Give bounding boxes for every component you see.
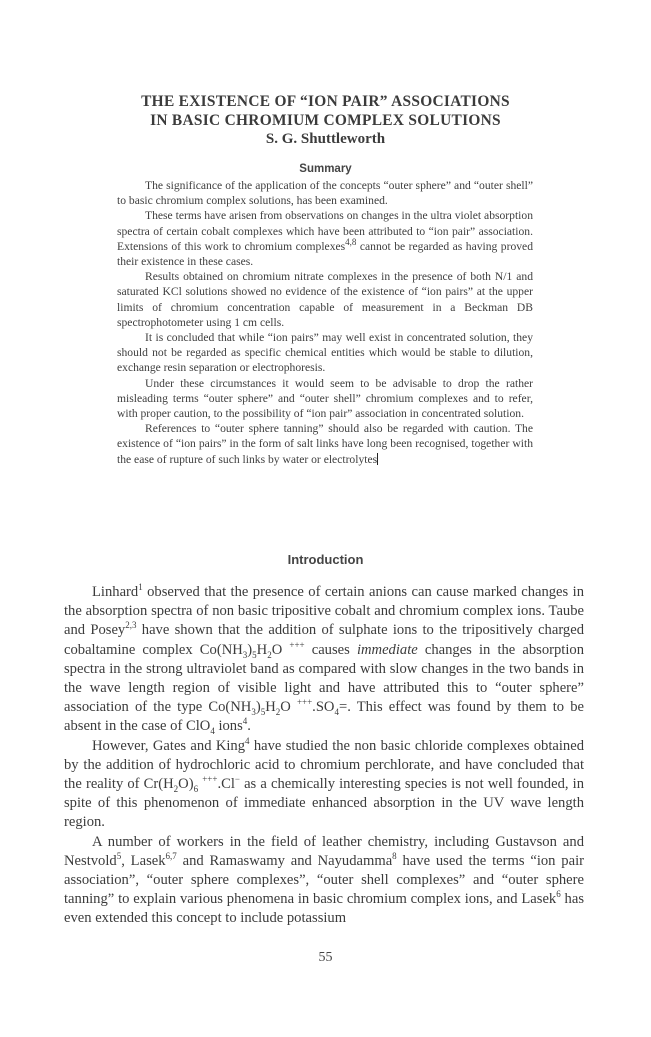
charge-superscript: +++ — [296, 697, 313, 708]
charge-superscript: +++ — [289, 639, 305, 650]
subscript: 2 — [267, 649, 272, 660]
summary-section — [117, 178, 533, 467]
citation-superscript: 5 — [116, 850, 122, 861]
citation-superscript: 4,8 — [345, 236, 357, 247]
body-text: have used the terms “ion pair association”, “outer sphere complexes”, “outer shell complexes” and “outer sphere tanning” to explain various phenomena in basic chromium complex ions, and Lasek — [64, 852, 584, 908]
body-text: .Cl — [217, 776, 235, 793]
summary-paragraph — [117, 269, 533, 330]
summary-text: It is concluded that while “ion pairs” may well exist in concentrated solution, they should not be regarded as specific chemical entities which would be stable to dilution, exchange resin separation or electrophoresis. — [117, 331, 533, 375]
summary-paragraph — [117, 330, 533, 376]
summary-text: Results obtained on chromium nitrate complexes in the presence of both N/1 and saturated KCl solutions showed no evidence of the existence of “ion pairs” at the upper limits of chromium concentration capable of measurement in a Beckman DB spectrophotometer using 1 cm cells. — [117, 270, 533, 329]
citation-superscript: 4 — [242, 716, 248, 727]
text-cursor — [377, 453, 378, 465]
body-text: have shown that the addition of sulphate ions to the tripositively charged cobaltamine complex Co(NH — [64, 622, 584, 658]
summary-paragraph — [117, 178, 533, 208]
body-text: ) — [247, 641, 253, 658]
body-text: However, Gates and King — [92, 737, 246, 754]
summary-text: Under these circumstances it would seem to be advisable to drop the rather misleading terms “outer sphere” and “outer shell” chromium complexes and to refer, with proper caution, to the possibility of “ion pair” association in concentrated solution. — [117, 376, 533, 421]
subscript: 5 — [252, 649, 257, 660]
body-text: H — [265, 699, 276, 716]
body-paragraph — [64, 583, 584, 737]
subscript: 3 — [242, 649, 248, 660]
summary-text: The significance of the application of the concepts “outer sphere” and “outer shell” to basic chromium complex solutions, has been examined. — [117, 179, 533, 208]
subscript: 4 — [334, 707, 339, 718]
subscript: 6 — [193, 783, 199, 794]
body-text: .SO — [312, 699, 335, 716]
summary-text: These terms have arisen from observations on changes in the ultra violet absorption spectra of certain cobalt complexes which have been attributed to “ion pair” association. Extensions of this work to chromium complexes — [117, 209, 533, 253]
body-paragraph — [64, 737, 584, 833]
summary-paragraph — [117, 376, 533, 422]
summary-text: cannot be regarded as having proved their existence in these cases. — [117, 239, 533, 269]
body-text: ions — [214, 718, 243, 735]
body-text: ) — [255, 699, 261, 716]
body-text: . — [247, 718, 251, 735]
body-text: as a chemically interesting species is not well founded, in spite of this phenomenon of immediate enhanced absorption in the UV wave length region. — [64, 776, 584, 831]
body-text: =. This effect was found by them to be absent in the case of ClO — [64, 699, 584, 735]
page-number: 55 — [318, 950, 333, 965]
body-text: O — [280, 699, 297, 716]
citation-superscript: 4 — [245, 735, 250, 746]
citation-superscript: 2,3 — [125, 620, 137, 631]
introduction-heading: Introduction — [287, 552, 364, 567]
body-text: observed that the presence of certain anions can cause marked changes in the absorption spectra of non basic tripositive cobalt and chromium complex ions. Taube and Posey — [64, 584, 584, 639]
citation-superscript: 1 — [138, 582, 143, 593]
charge-superscript: +++ — [202, 774, 218, 785]
body-text: A number of workers in the field of leather chemistry, including Gustavson and Nestvold — [64, 833, 584, 869]
summary-heading: Summary — [299, 163, 352, 175]
introduction-section — [64, 583, 584, 929]
subscript: 3 — [251, 707, 256, 718]
body-text: Linhard — [92, 584, 139, 600]
body-text: , Lasek — [121, 852, 166, 869]
body-text: has even extended this concept to include potassium — [64, 891, 585, 927]
citation-superscript: 6,7 — [165, 850, 177, 861]
citation-superscript: 8 — [392, 850, 397, 861]
body-text: changes in the absorption spectra in the strong ultraviolet band as compared with slow changes in the two bands in the wave length region of visible light and have attributed this to “outer sphere” association of the type Co(NH — [64, 641, 584, 716]
title-block — [0, 92, 651, 149]
charge-superscript: − — [234, 774, 240, 785]
body-text: H — [256, 641, 268, 658]
emphasis-text: immediate — [356, 641, 418, 658]
paper-title-line-2: IN BASIC CHROMIUM COMPLEX SOLUTIONS — [150, 112, 501, 129]
body-text: causes — [304, 641, 357, 658]
subscript: 4 — [210, 726, 215, 737]
body-text: have studied the non basic chloride complexes obtained by the addition of hydrochloric acid to chromium perchlorate, and have concluded that the reality of Cr(H — [64, 737, 584, 793]
subscript: 5 — [260, 707, 266, 718]
body-paragraph — [64, 833, 584, 929]
citation-superscript: 6 — [556, 889, 561, 900]
summary-paragraph — [117, 208, 533, 269]
subscript: 2 — [275, 707, 281, 718]
body-text: O — [271, 641, 290, 658]
summary-text: References to “outer sphere tanning” should also be regarded with caution. The existence of “ion pairs” in the form of salt links have long been recognised, together with the ease of rupture of such links by water or electrolytes — [117, 422, 533, 466]
summary-paragraph — [117, 421, 533, 467]
author-name: S. G. Shuttleworth — [265, 131, 386, 147]
subscript: 2 — [173, 783, 179, 794]
paper-title-line-1: THE EXISTENCE OF “ION PAIR” ASSOCIATIONS — [141, 93, 510, 110]
body-text: and Ramaswamy and Nayudamma — [176, 852, 393, 869]
body-text: O) — [178, 776, 194, 793]
